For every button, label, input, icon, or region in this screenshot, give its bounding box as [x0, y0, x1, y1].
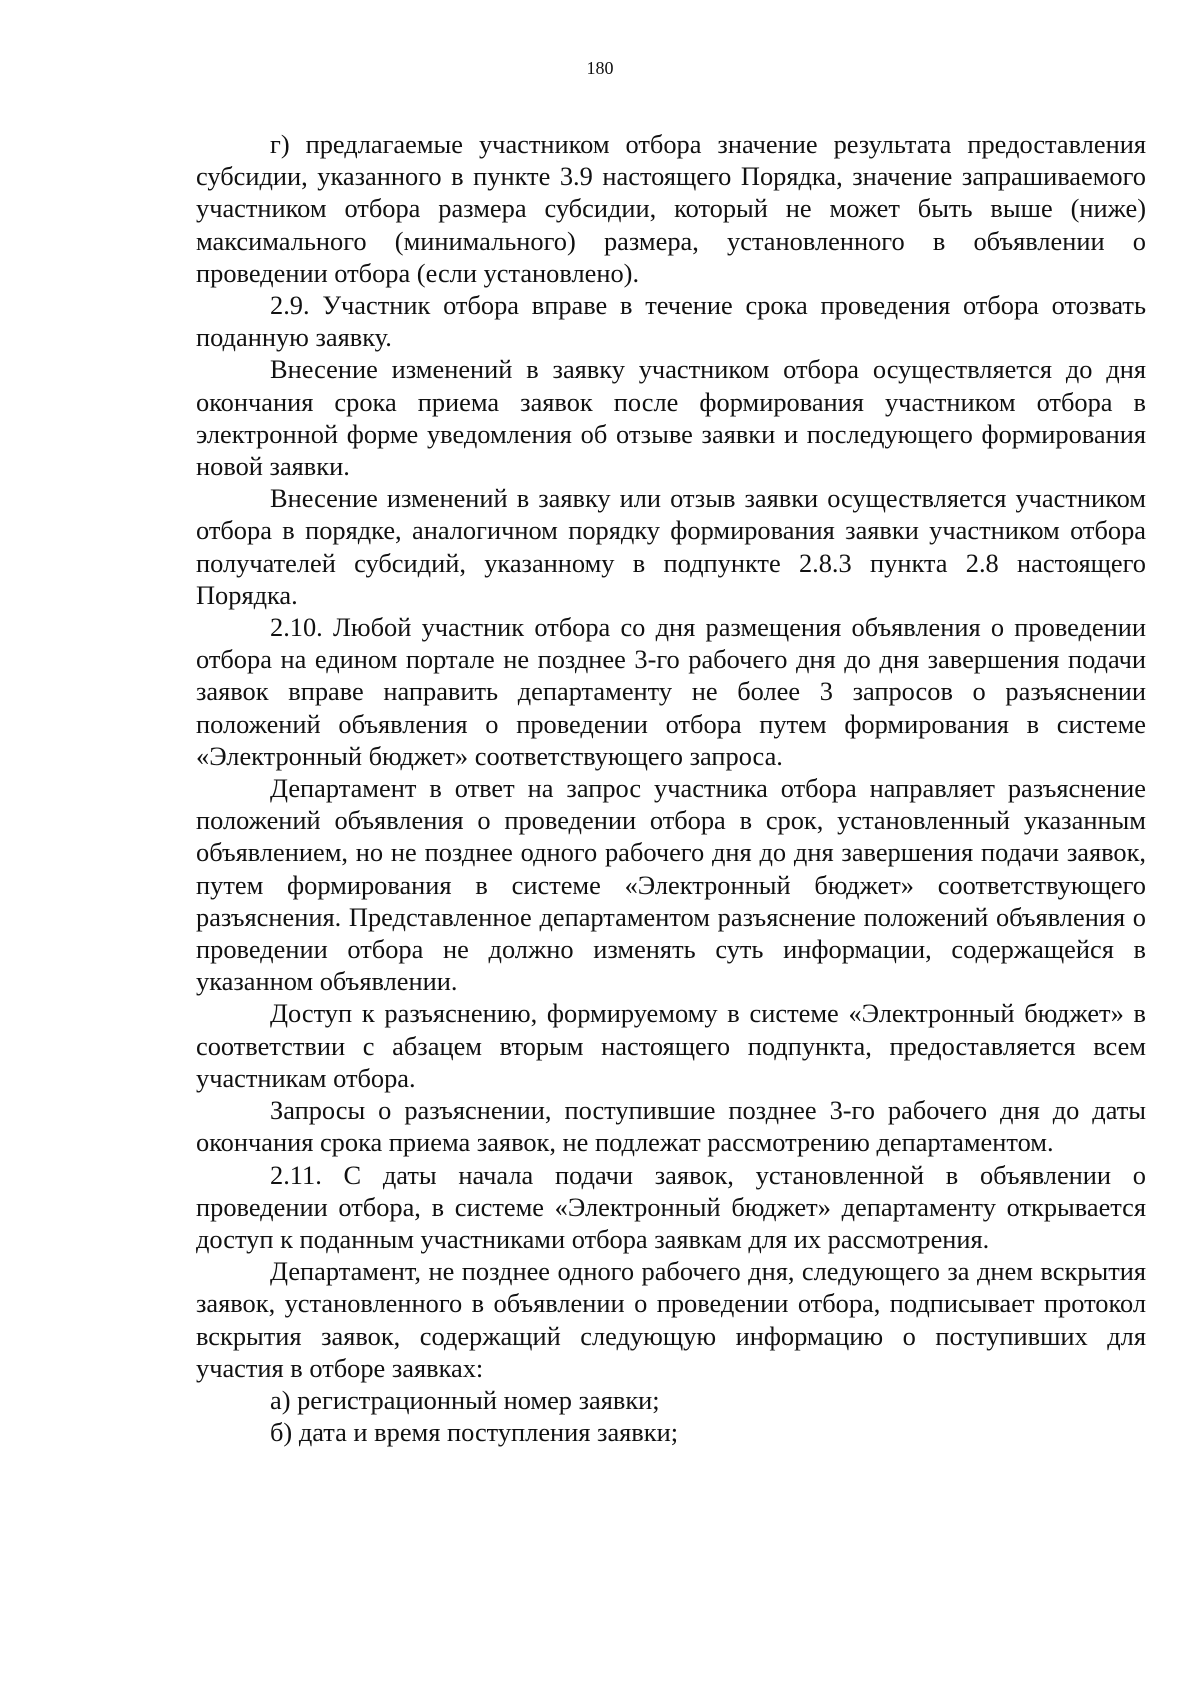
document-body	[196, 128, 1146, 1448]
paragraph-2-10: 2.10. Любой участник отбора со дня размещения объявления о проведении отбора на едином портале не позднее 3-го рабочего дня до дня завершения подачи заявок вправе направить департаменту не более 3 запросов о разъяснении положений объявления о проведении отбора путем формирования в системе «Электронный бюджет» соответствующего запроса.	[196, 612, 1146, 771]
paragraph-subitem-g: г) предлагаемые участником отбора значение результата предоставления субсидии, указанного в пункте 3.9 настоящего Порядка, значение запрашиваемого участником отбора размера субсидии, который не может быть выше (ниже) максимального (минимального) размера, установленного в объявлении о проведении отбора (если установлено).	[196, 129, 1146, 288]
paragraph-changes-application: Внесение изменений в заявку участником отбора осуществляется до дня окончания срока приема заявок после формирования участником отбора в электронной форме уведомления об отзыве заявки и последующего формирования новой заявки.	[196, 354, 1146, 482]
list-item-b: б) дата и время поступления заявки;	[270, 1417, 679, 1448]
paragraph-2-11: 2.11. С даты начала подачи заявок, установленной в объявлении о проведении отбора, в системе «Электронный бюджет» департаменту открывается доступ к поданным участниками отбора заявкам для их рассмотрения.	[196, 1159, 1146, 1254]
paragraph-opening-protocol: Департамент, не позднее одного рабочего дня, следующего за днем вскрытия заявок, установленного в объявлении о проведении отбора, подписывает протокол вскрытия заявок, содержащий следующую информацию о поступивших для участия в отборе заявках:	[196, 1256, 1146, 1383]
paragraph-clarification-access: Доступ к разъяснению, формируемому в системе «Электронный бюджет» в соответствии с абзацем вторым настоящего подпункта, предоставляется всем участникам отбора.	[196, 998, 1146, 1093]
paragraph-late-requests: Запросы о разъяснении, поступившие позднее 3-го рабочего дня до даты окончания срока приема заявок, не подлежат рассмотрению департаментом.	[196, 1095, 1146, 1158]
page-number: 180	[586, 58, 614, 78]
paragraph-changes-or-withdrawal: Внесение изменений в заявку или отзыв заявки осуществляется участником отбора в порядке, аналогичном порядку формирования заявки участником отбора получателей субсидий, указанному в подпункте 2.8.3 пункта 2.8 настоящего Порядка.	[196, 483, 1146, 610]
list-item-a: а) регистрационный номер заявки;	[270, 1384, 660, 1415]
paragraph-department-response: Департамент в ответ на запрос участника отбора направляет разъяснение положений объявления о проведении отбора в срок, установленный указанным объявлением, но не позднее одного рабочего дня до дня завершения подачи заявок, путем формирования в системе «Электронный бюджет» соответствующего разъяснения. Представленное департаментом разъяснение положений объявления о проведении отбора не должно изменять суть информации, содержащейся в указанном объявлении.	[196, 773, 1146, 997]
paragraph-2-9: 2.9. Участник отбора вправе в течение срока проведения отбора отозвать поданную заявку.	[196, 290, 1146, 353]
